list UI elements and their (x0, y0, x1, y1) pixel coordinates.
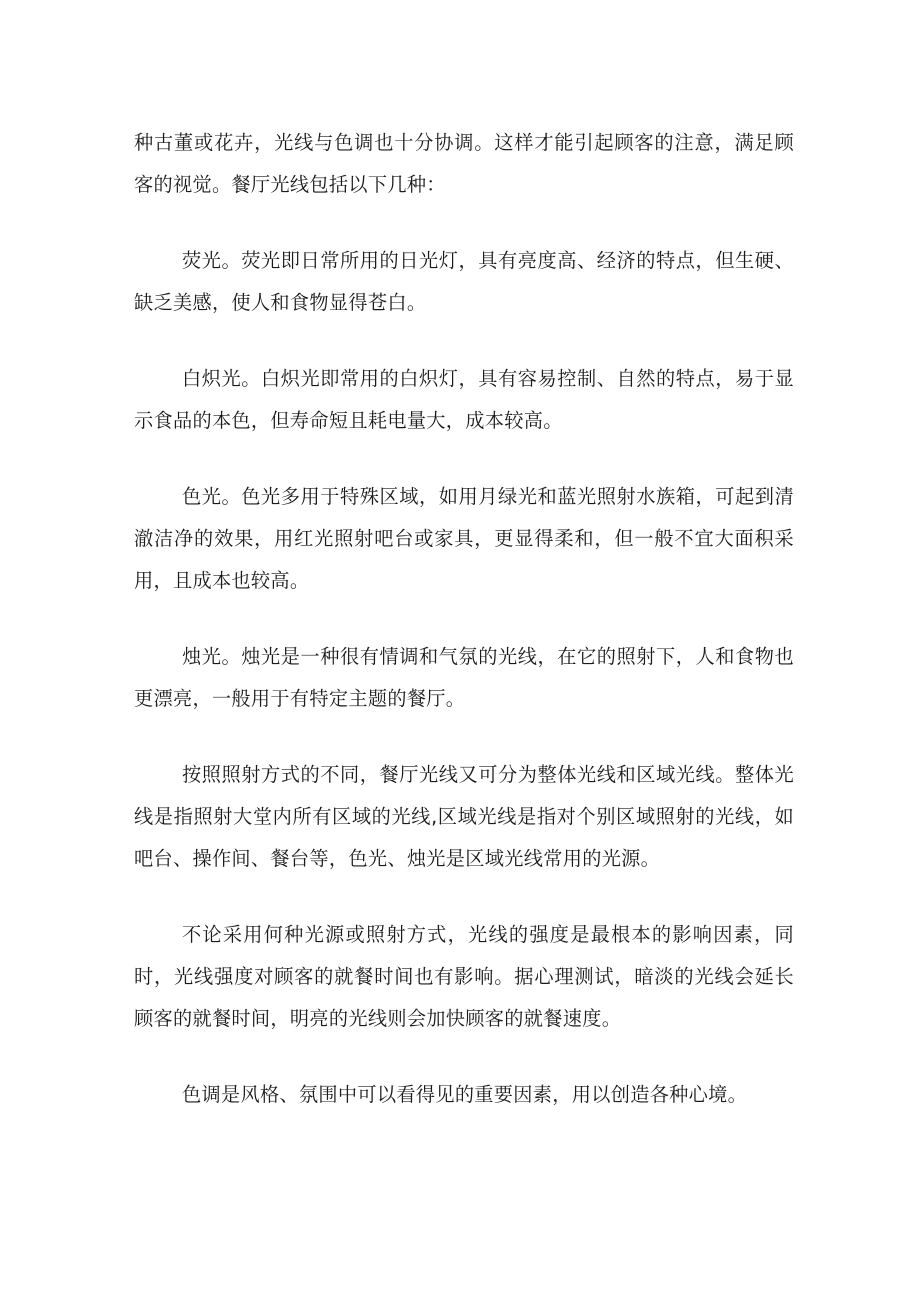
paragraph-color-tone: 色调是风格、氛围中可以看得见的重要因素，用以创造各种心境。 (182, 1083, 748, 1106)
paragraph-continuation: 种古董或花卉，光线与色调也十分协调。这样才能引起顾客的注意，满足顾客的视觉。餐厅光线包括以下几种： (134, 131, 794, 196)
paragraph-incandescent-light: 白炽光。白炽光即常用的白炽灯，具有容易控制、自然的特点，易于显示食品的本色，但寿命短且耗电量大，成本较高。 (134, 367, 794, 432)
paragraph-fluorescent-light: 荧光。荧光即日常所用的日光灯，具有亮度高、经济的特点，但生硬、缺乏美感，使人和食物显得苍白。 (134, 249, 794, 314)
paragraph-candle-light: 烛光。烛光是一种很有情调和气氛的光线，在它的照射下，人和食物也更漂亮，一般用于有特定主题的餐厅。 (134, 645, 794, 710)
body-text (134, 122, 794, 1150)
paragraph-colored-light: 色光。色光多用于特殊区域，如用月绿光和蓝光照射水族箱，可起到清澈洁净的效果，用红光照射吧台或家具，更显得柔和，但一般不宜大面积采用，且成本也较高。 (134, 485, 794, 592)
paragraph-lighting-methods: 按照照射方式的不同，餐厅光线又可分为整体光线和区域光线。整体光线是指照射大堂内所有区域的光线,区域光线是指对个别区域照射的光线，如吧台、操作间、餐台等，色光、烛光是区域光线常用的光源。 (134, 763, 794, 870)
paragraph-light-intensity: 不论采用何种光源或照射方式，光线的强度是最根本的影响因素，同时，光线强度对顾客的就餐时间也有影响。据心理测试，暗淡的光线会延长顾客的就餐时间，明亮的光线则会加快顾客的就餐速度。 (134, 923, 794, 1030)
